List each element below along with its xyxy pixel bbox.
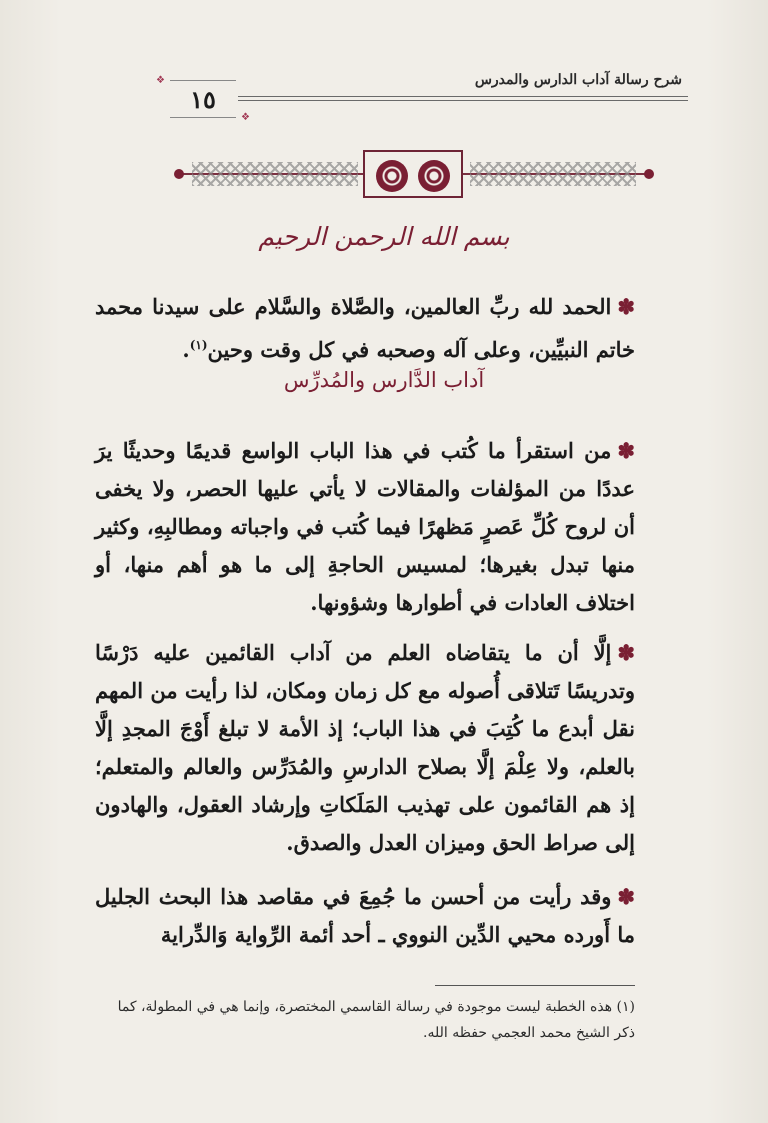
footnote: [95, 994, 635, 1046]
star-bullet-icon: ✽: [617, 438, 635, 463]
section-heading: آداب الدَّارس والمُدرِّس: [283, 368, 485, 392]
corner-ornament-icon: ❖: [156, 75, 165, 86]
running-title: شرح رسالة آداب الدارس والمدرس: [474, 72, 682, 88]
paragraph: [95, 878, 635, 954]
paragraph-opening: ✽الحمد لله ربِّ العالمين، والصَّلاة والسَّلام على سيدنا محمد خاتم النبيِّين، وعلى آله وصحبه في كل وقت وحين$^{(١)}$.: [95, 294, 635, 362]
rosette-icon: [376, 160, 408, 192]
center-medallion: [363, 150, 463, 198]
paragraph-text: من استقرأ ما كُتب في هذا الباب الواسع قديمًا وحديثًا يرَ عددًا من المؤلفات والمقالات لا يأتي عليها الحصر، ولا يخفى أن لروح كُلِّ عَصرٍ مَظهرًا فيما كُتب في واجباته ومطالبِهِ، وكثير منها تبدل بغيرها؛ لمسيس الحاجةِ إلى ما هو أهم منها، أو اختلاف العادات في أطوارها وشؤونها.: [95, 438, 635, 615]
decorative-band: [180, 150, 648, 198]
paragraph: [95, 634, 635, 862]
paragraph-text: وقد رأيت من أحسن ما جُمِعَ في مقاصد هذا البحث الجليل ما أَورده محيي الدِّين النووي ـ أحد أئمة الرِّواية وَالدِّراية: [95, 884, 635, 947]
footnote-text: هذه الخطبة ليست موجودة في رسالة القاسمي المختصرة، وإنما هي في المطولة، كما ذكر الشيخ محمد العجمي حفظه الله.: [117, 999, 635, 1041]
page-number: ١٥: [190, 85, 216, 114]
header-rule: [238, 100, 688, 101]
star-bullet-icon: ✽: [617, 294, 635, 319]
running-header: [148, 72, 688, 123]
header-rule: [238, 96, 688, 97]
paragraph-text: إلَّا أن ما يتقاضاه العلم من آداب القائمين عليه دَرْسًا وتدريسًا تَتلاقى أُصوله مع كل زمان ومكان، لذا رأيت من المهم نقل أبدع ما كُتِبَ في هذا الباب؛ إذ الأمة لا تبلغ أَوْجَ المجدِ إلَّا بالعلم، ولا عِلْمَ إلَّا بصلاح الدارسِ والمُدَرِّس والعالم والمتعلم؛ إذ هم القائمون على تهذيب المَلَكاتِ وإرشاد العقول، والهادون إلى صراط الحق وميزان العدل والصدق.: [95, 640, 635, 855]
star-bullet-icon: ✽: [617, 884, 635, 909]
band-end-dot-icon: [174, 169, 184, 179]
footnote-number: (١): [616, 999, 635, 1015]
corner-ornament-icon: ❖: [241, 112, 250, 123]
braid-ornament: [192, 162, 358, 186]
star-bullet-icon: ✽: [617, 640, 635, 665]
footnote-marker: (١): [189, 338, 208, 352]
page-number-box: [156, 75, 250, 123]
band-end-dot-icon: [644, 169, 654, 179]
paragraph-text: الحمد لله ربِّ العالمين، والصَّلاة والسَّلام على سيدنا محمد خاتم النبيِّين، وعلى آله وصحبه في كل وقت وحين: [95, 294, 635, 362]
basmala: بسم الله الرحمن الرحيم: [258, 222, 510, 251]
paragraph: [95, 432, 635, 622]
rosette-icon: [418, 160, 450, 192]
braid-ornament: [470, 162, 636, 186]
footnote-rule: [435, 985, 635, 986]
